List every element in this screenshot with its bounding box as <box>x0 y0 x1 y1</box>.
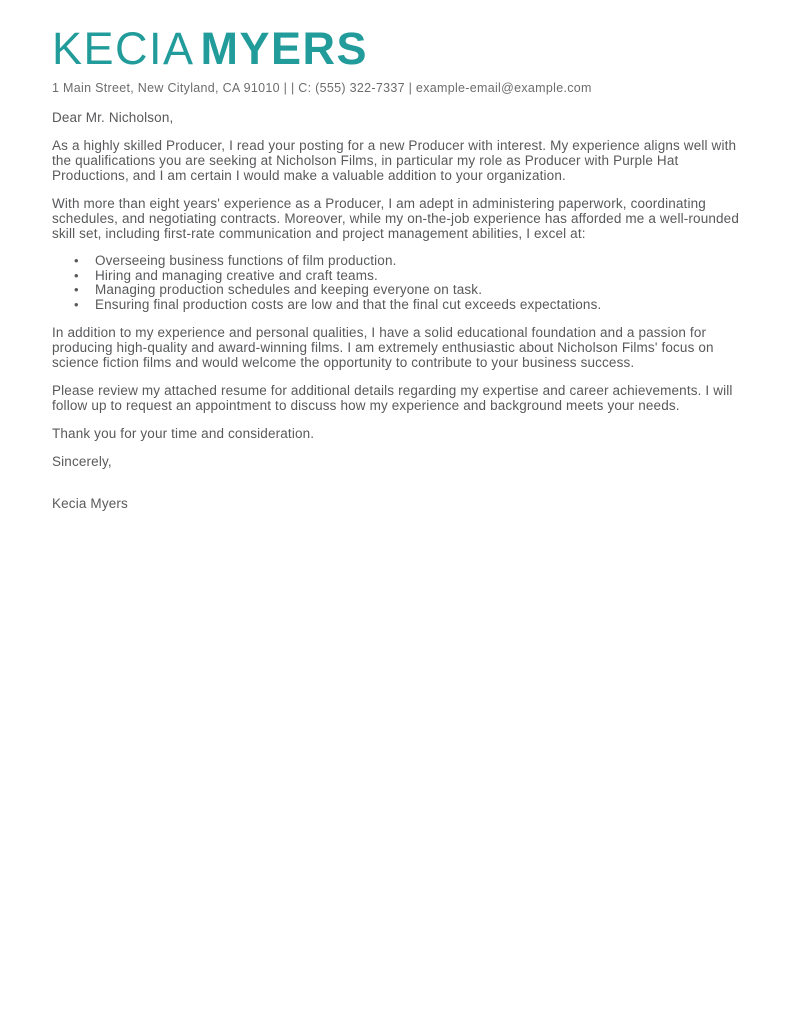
letter-header <box>52 23 748 96</box>
list-item <box>52 298 748 313</box>
list-item <box>52 283 748 298</box>
bullet-icon: • <box>74 267 79 283</box>
list-item <box>52 269 748 284</box>
candidate-first-name: KECIA <box>52 23 195 74</box>
valediction: Sincerely, <box>52 454 112 469</box>
list-item-text: Hiring and managing creative and craft teams. <box>95 267 378 283</box>
list-item <box>52 254 748 269</box>
paragraph-experience: With more than eight years' experience as a Producer, I am adept in administering paperwork, coordinating schedules, and negotiating contracts. Moreover, while my on-the-job experience has afforded me a well-rounded skill set, including first-rate communication and project management abilities, I excel at: <box>52 196 739 241</box>
candidate-name <box>52 23 748 74</box>
salutation: Dear Mr. Nicholson, <box>52 110 174 125</box>
list-item-text: Managing production schedules and keeping everyone on task. <box>95 282 483 297</box>
bullet-icon: • <box>74 296 79 312</box>
paragraph-intro: As a highly skilled Producer, I read your posting for a new Producer with interest. My experience aligns well with the qualifications you are seeking at Nicholson Films, in particular my role as Producer with Purple Hat Productions, and I am certain I would make a valuable addition to your organization. <box>52 138 737 183</box>
skills-bullet-list <box>52 254 748 312</box>
signature-name: Kecia Myers <box>52 496 128 511</box>
contact-line: 1 Main Street, New Cityland, CA 91010 | | C: (555) 322-7337 | example-email@example.com <box>52 81 592 95</box>
paragraph-education: In addition to my experience and personal qualities, I have a solid educational foundation and a passion for producing high-quality and award-winning films. I am extremely enthusiastic about Nicholson Films' focus on science fiction films and would welcome the opportunity to contribute to your business success. <box>52 325 714 370</box>
letter-body <box>52 110 748 511</box>
bullet-icon: • <box>74 282 79 297</box>
paragraph-thanks: Thank you for your time and consideration. <box>52 426 315 441</box>
list-item-text: Overseeing business functions of film production. <box>95 253 397 268</box>
candidate-last-name: MYERS <box>200 23 369 74</box>
bullet-icon: • <box>74 253 79 268</box>
list-item-text: Ensuring final production costs are low and that the final cut exceeds expectations. <box>95 296 602 312</box>
paragraph-follow-up: Please review my attached resume for additional details regarding my expertise and career achievements. I will follow up to request an appointment to discuss how my experience and background meets your needs. <box>52 383 733 413</box>
